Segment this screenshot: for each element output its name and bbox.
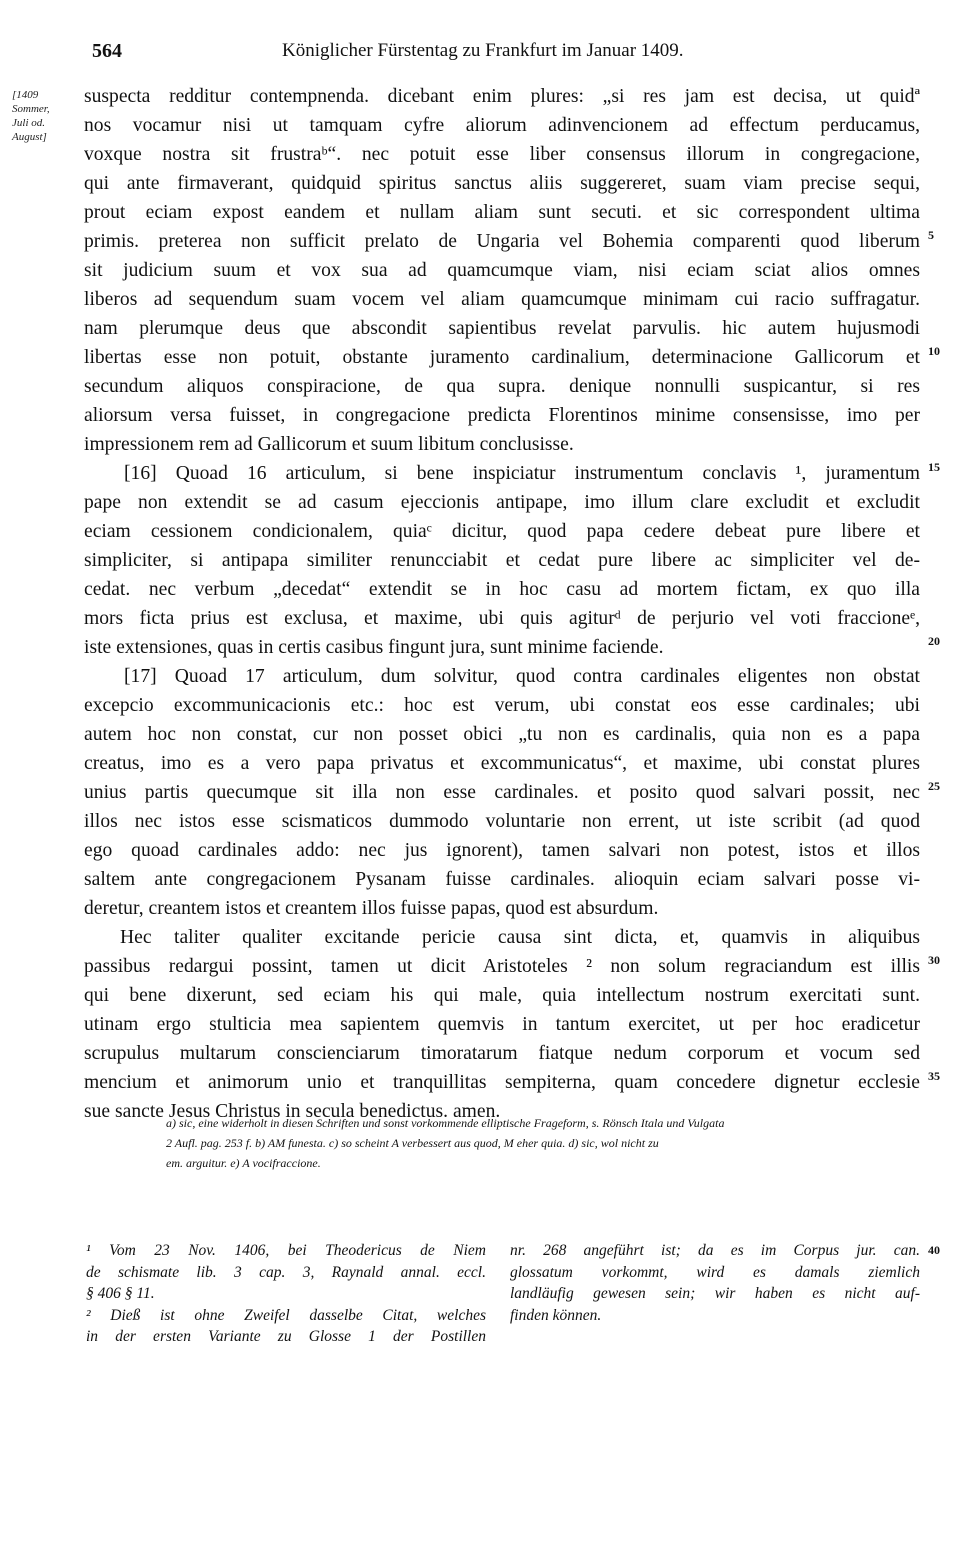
footnote-line: glossatum vorkommt, wird es damals ziemlich <box>510 1263 920 1281</box>
text-line: ego quoad cardinales addo: nec jus ignorent), tamen salvari non potest, istos et illos <box>84 840 920 861</box>
text-line: scrupulus multarum conscienciarum timoratarum fiatque nedum corporum et vocum sed <box>84 1043 920 1064</box>
text-line: Hec taliter qualiter excitande pericie causa sint dicta, et, quamvis in aliquibus <box>120 927 920 948</box>
text-line: voxque nostra sit frustraᵇ“. nec potuit esse liber consensus illorum in congregacione, <box>84 144 920 165</box>
main-text <box>84 82 920 1126</box>
text-line: suspecta redditur contempnenda. dicebant enim plures: „si res jam est decisa, ut quidª <box>84 86 920 107</box>
running-title: Königlicher Fürstentag zu Frankfurt im Januar 1409. <box>282 40 684 61</box>
apparatus-line: 2 Aufl. pag. 253 f. b) AM funesta. c) so scheint A verbessert aus quod, M eher quia. d) sic, wol nicht zu <box>166 1136 659 1150</box>
footnote-line: ² Dieß ist ohne Zweifel dasselbe Citat, welches <box>86 1306 486 1324</box>
line-number: 10 <box>928 344 940 358</box>
text-line: mors ficta prius est exclusa, et maxime, ubi quis agiturᵈ de perjurio vel voti fraccioneᵉ, <box>84 608 920 629</box>
margin-date-line: [1409 <box>12 89 39 101</box>
text-line: creatus, imo es a vero papa privatus et excommunicatus“, et maxime, ubi constat plures <box>84 753 920 774</box>
footnotes-right-column <box>510 1240 920 1326</box>
margin-date-line: Sommer, <box>12 103 50 115</box>
text-line: unius partis quecumque sit illa non esse cardinales. et posito quod salvari possit, nec <box>84 782 920 803</box>
line-number: 5 <box>928 228 934 242</box>
apparatus-line: em. arguitur. e) A vocifraccione. <box>166 1156 321 1170</box>
text-line: illos nec istos esse scismaticos dummodo voluntarie non errent, ut iste scribit (ad quod <box>84 811 920 832</box>
text-line: mencium et animorum unio et tranquillitas sempiterna, quam concedere dignetur ecclesie <box>84 1072 920 1093</box>
text-line: nos vocamur nisi ut tamquam cyfre aliorum adinvencionem ad effectum perducamus, <box>84 115 920 136</box>
text-line: nam plerumque deus que abscondit sapientibus revelat parvulis. hic autem hujusmodi <box>84 318 920 339</box>
margin-date-line: August] <box>12 131 47 143</box>
text-line: cedat. nec verbum „decedat“ extendit se in hoc casu ad mortem fictam, ex quo illa <box>84 579 920 600</box>
line-number: 15 <box>928 460 940 474</box>
text-line: liberos ad sequendum suam vocem vel aliam quamcumque minimam cui racio suffragatur. <box>84 289 920 310</box>
text-line: iste extensiones, quas in certis casibus fingunt jura, sunt minime faciende. <box>84 637 664 658</box>
text-line: qui ante firmaverant, quidquid spiritus sanctus aliis suggereret, suam viam precise sequi, <box>84 173 920 194</box>
footnote-line-number: 40 <box>928 1243 940 1257</box>
line-number: 25 <box>928 779 940 793</box>
text-line: qui bene dixerunt, sed eciam his qui male, quia intellectum nostrum exercitati sunt. <box>84 985 920 1006</box>
text-line: passibus redargui possint, tamen ut dicit Aristoteles ² non solum regraciandum est illis <box>84 956 920 977</box>
text-line: autem hoc non constat, cur non posset obici „tu non es cardinalis, quia non es a papa <box>84 724 920 745</box>
footnote-line: de schismate lib. 3 cap. 3, Raynald annal. eccl. <box>86 1263 486 1281</box>
page-number: 564 <box>92 40 122 62</box>
text-line: [16] Quoad 16 articulum, si bene inspiciatur instrumentum conclavis ¹, juramentum <box>124 463 920 484</box>
line-number: 30 <box>928 953 940 967</box>
text-line: deretur, creantem istos et creantem illos fuisse papas, quod est absurdum. <box>84 898 659 919</box>
footnote-line: in der ersten Variante zu Glosse 1 der Postillen <box>86 1328 486 1345</box>
text-line: excepcio excommunicacionis etc.: hoc est verum, ubi constat eos esse cardinales; ubi <box>84 695 920 716</box>
margin-date-note <box>12 88 82 144</box>
text-line: pape non extendit se ad casum ejeccionis antipape, imo illum clare excludit et excludit <box>84 492 920 513</box>
text-line: impressionem rem ad Gallicorum et suum libitum conclusisse. <box>84 434 574 455</box>
footnote-line: nr. 268 angeführt ist; da es im Corpus jur. can. <box>510 1242 920 1259</box>
footnotes-left-column <box>86 1240 486 1348</box>
footnote-line: ¹ Vom 23 Nov. 1406, bei Theodericus de Niem <box>86 1242 486 1259</box>
critical-apparatus <box>166 1113 926 1173</box>
text-line: eciam cessionem condicionalem, quiaᶜ dicitur, quod papa cedere debeat pure libere et <box>84 521 920 542</box>
text-line: simpliciter, si antipapa similiter renuncciabit et cedat pure libere ac simpliciter vel de- <box>84 550 920 571</box>
text-line: secundum aliquos conspiracione, de qua supra. denique nonnulli suspicantur, si res <box>84 376 920 397</box>
text-line: sue sancte Jesus Christus in secula benedictus. amen. <box>84 1101 501 1122</box>
line-number: 35 <box>928 1069 940 1083</box>
footnote-line: finden können. <box>510 1306 602 1324</box>
text-line: primis. preterea non sufficit prelato de Ungaria vel Bohemia comparenti quod liberum <box>84 231 920 252</box>
line-number: 20 <box>928 634 940 648</box>
text-line: prout eciam expost eandem et nullam aliam sunt secuti. et sic correspondent ultima <box>84 202 920 223</box>
text-line: sit judicium suum et vox sua ad quamcumque viam, nisi eciam sciat alios omnes <box>84 260 920 281</box>
footnote-line: landläufig gewesen sein; wir haben es nicht auf- <box>510 1285 920 1302</box>
text-line: aliorsum versa fuisset, in congregacione predicta Florentinos minime consensisse, imo per <box>84 405 920 426</box>
text-line: [17] Quoad 17 articulum, dum solvitur, quod contra cardinales eligentes non obstat <box>124 666 920 687</box>
apparatus-line: a) sic, eine widerholt in diesen Schriften und sonst vorkommende elliptische Frageform, s. Rönsch Itala und Vulgata <box>166 1116 725 1130</box>
text-line: utinam ergo stulticia mea sapientem quemvis in tantum exercitet, ut per hoc eradicetur <box>84 1014 920 1035</box>
text-line: saltem ante congregacionem Pysanam fuisse cardinales. alioquin eciam salvari posse vi- <box>84 869 920 890</box>
page-header <box>92 40 922 70</box>
margin-date-line: Juli od. <box>12 117 45 129</box>
text-line: libertas esse non potuit, obstante juramento cardinalium, determinacione Gallicorum et <box>84 347 920 368</box>
footnote-line: § 406 § 11. <box>86 1285 155 1302</box>
